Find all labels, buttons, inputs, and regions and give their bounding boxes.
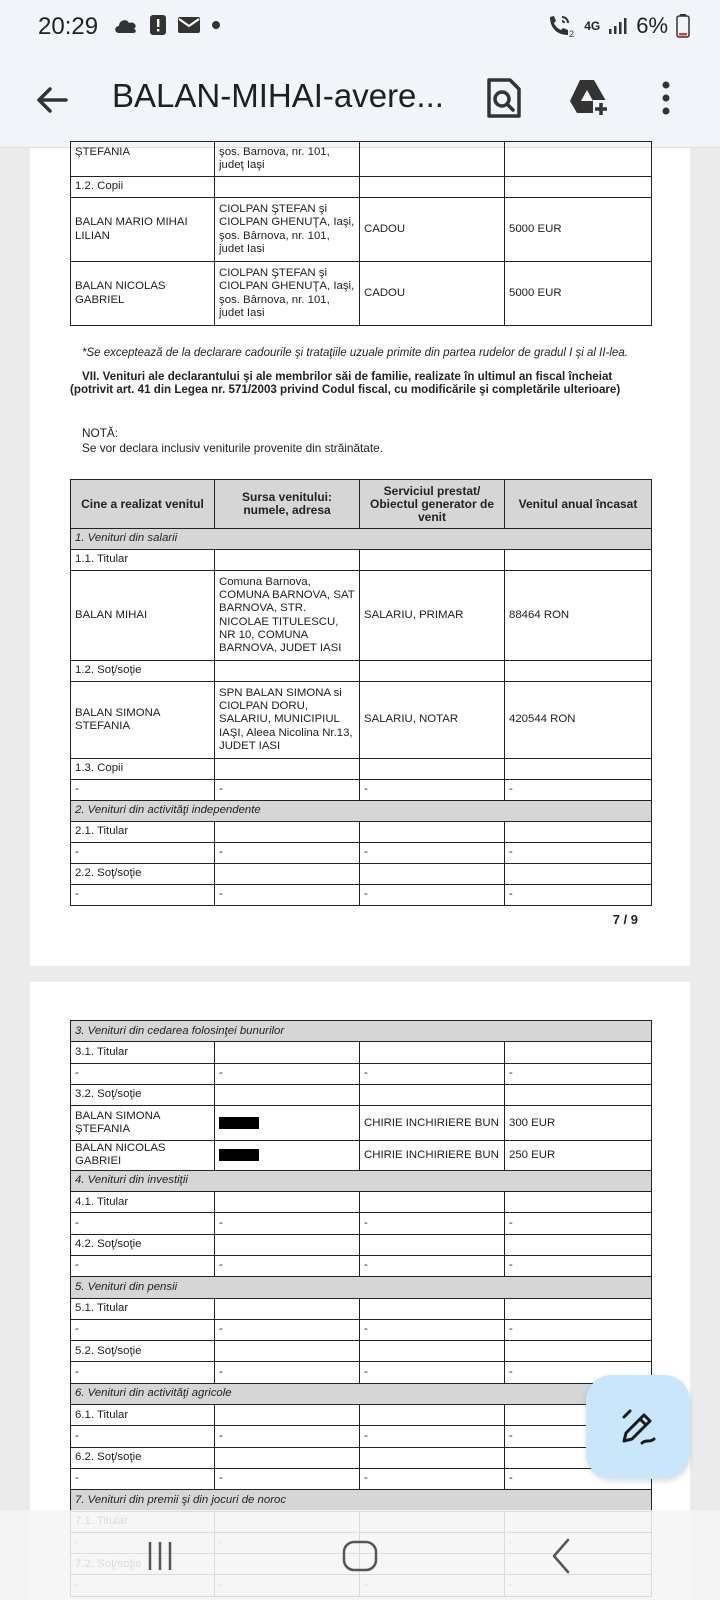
- table-row: [71, 759, 652, 780]
- table-cell: CHIRIE INCHIRIERE BUN: [360, 1141, 505, 1171]
- table-row: [71, 177, 652, 198]
- table-cell: [215, 1106, 360, 1141]
- section-title: 6. Venituri din activităţi agricole: [71, 1383, 652, 1404]
- table-cell: BALAN SIMONA ŞTEFANIA: [71, 1106, 215, 1141]
- app-bar: [0, 56, 720, 148]
- battery-icon: [676, 14, 690, 38]
- status-right: [546, 13, 690, 39]
- table-cell: [505, 1084, 652, 1105]
- income-table: [70, 479, 652, 906]
- table-cell: -: [71, 780, 215, 801]
- table-cell: [505, 1042, 652, 1063]
- table-cell: [505, 1341, 652, 1362]
- table-row: [71, 780, 652, 801]
- table-cell: [360, 759, 505, 780]
- table-cell: [215, 661, 360, 682]
- table-cell: -: [505, 1213, 652, 1234]
- section-vii-heading: [70, 370, 660, 396]
- table-cell: [505, 550, 652, 571]
- table-cell: [215, 1042, 360, 1063]
- section-title: 4. Venituri din investiţii: [71, 1170, 652, 1191]
- table-cell: -: [215, 780, 360, 801]
- table-cell: [215, 1234, 360, 1255]
- column-header: Cine a realizat venitul: [71, 480, 215, 529]
- table-cell: [215, 1341, 360, 1362]
- table-cell: ŞTEFANIA: [71, 142, 215, 177]
- section-title: 5. Venituri din pensii: [71, 1277, 652, 1298]
- table-cell: 88464 RON: [505, 571, 652, 661]
- table-cell: 5000 EUR: [505, 262, 652, 326]
- table-cell: -: [71, 843, 215, 864]
- section-title: 2. Venituri din activităţi independente: [71, 801, 652, 822]
- table-cell: SPN BALAN SIMONA si CIOLPAN DORU, SALARIU, MUNICIPIUL IAŞI, Aleea Nicolina Nr.13, JUDET IASI: [215, 682, 360, 759]
- section-title: 7. Venituri din premii şi din jocuri de noroc: [71, 1490, 652, 1511]
- table-row: [71, 1141, 652, 1171]
- table-row: [71, 885, 652, 906]
- table-row: [71, 1234, 652, 1255]
- table-cell: [505, 1192, 652, 1213]
- table-cell: [360, 1234, 505, 1255]
- table-cell: -: [360, 1426, 505, 1447]
- gift-exception-note: *Se exceptează de la declarare cadourile şi trataţiile uzuale primite din partea rudelor de gradul I şi al II-lea.: [82, 347, 628, 359]
- section-title: 3. Venituri din cedarea folosinţei bunurilor: [71, 1021, 652, 1042]
- table-cell: [215, 864, 360, 885]
- table-cell: -: [360, 1255, 505, 1276]
- nav-back-icon[interactable]: [540, 1534, 584, 1578]
- table-cell: -: [71, 885, 215, 906]
- table-cell: -: [505, 1426, 652, 1447]
- table-row: [71, 1298, 652, 1319]
- table-cell: 5000 EUR: [505, 198, 652, 262]
- table-cell: 1.1. Titular: [71, 550, 215, 571]
- table-cell: -: [71, 1468, 215, 1489]
- table-cell: 6.2. Soţ/soţie: [71, 1447, 215, 1468]
- edit-button[interactable]: [586, 1375, 690, 1479]
- table-cell: -: [360, 1213, 505, 1234]
- status-time: 20:29: [38, 13, 99, 40]
- section-row: [71, 1383, 652, 1404]
- table-cell: 3.2. Soţ/soţie: [71, 1084, 215, 1105]
- table-cell: -: [505, 1063, 652, 1084]
- table-cell: [215, 177, 360, 198]
- home-icon[interactable]: [338, 1534, 382, 1578]
- page-number: 7 / 9: [612, 912, 638, 927]
- table-cell: -: [71, 1319, 215, 1340]
- search-document-icon[interactable]: [482, 76, 526, 120]
- table-cell: SALARIU, PRIMAR: [360, 571, 505, 661]
- redaction-block: [219, 1149, 259, 1161]
- table-cell: [360, 822, 505, 843]
- table-cell: [215, 822, 360, 843]
- table-cell: CIOLPAN ŞTEFAN şi CIOLPAN GHENUŢA, Iaşi, şos. Bârnova, nr. 101, judet Iasi: [215, 262, 360, 326]
- table-cell: 3.1. Titular: [71, 1042, 215, 1063]
- table-row: [71, 1319, 652, 1340]
- table-cell: BALAN MIHAI: [71, 571, 215, 661]
- table-row: [71, 1192, 652, 1213]
- column-header: Serviciul prestat/ Obiectul generator de venit: [360, 480, 505, 529]
- table-row: [71, 571, 652, 661]
- table-cell: [215, 1447, 360, 1468]
- table-cell: [505, 142, 652, 177]
- table-cell: [360, 1084, 505, 1105]
- table-cell: -: [505, 780, 652, 801]
- signal-icon: [608, 17, 628, 35]
- table-cell: [360, 661, 505, 682]
- table-cell: BALAN MARIO MIHAI LILIAN: [71, 198, 215, 262]
- wifi-call-icon: [546, 14, 576, 38]
- table-row: [71, 822, 652, 843]
- recents-icon[interactable]: [138, 1534, 182, 1578]
- nota-label: NOTĂ:: [82, 426, 119, 440]
- table-row: [71, 550, 652, 571]
- table-cell: CIOLPAN ŞTEFAN şi CIOLPAN GHENUŢA, Iaşi, şos. Bârnova, nr. 101, judet Iasi: [215, 198, 360, 262]
- table-cell: SALARIU, NOTAR: [360, 682, 505, 759]
- table-cell: [215, 1192, 360, 1213]
- table-cell: [505, 822, 652, 843]
- section-row: [71, 529, 652, 550]
- table-cell: -: [360, 1063, 505, 1084]
- table-cell: CADOU: [360, 198, 505, 262]
- table-cell: [360, 1298, 505, 1319]
- table-row: [71, 142, 652, 177]
- table-cell: -: [505, 885, 652, 906]
- table-cell: 1.3. Copii: [71, 759, 215, 780]
- table-row: [71, 682, 652, 759]
- table-cell: [215, 1084, 360, 1105]
- table-cell: 5.1. Titular: [71, 1298, 215, 1319]
- section-row: [71, 1490, 652, 1511]
- table-cell: -: [360, 1319, 505, 1340]
- table-row: [71, 1362, 652, 1383]
- table-cell: -: [505, 843, 652, 864]
- table-cell: [215, 550, 360, 571]
- table-cell: [360, 177, 505, 198]
- table-cell: -: [215, 1468, 360, 1489]
- table-cell: [505, 1298, 652, 1319]
- redaction-block: [219, 1117, 259, 1129]
- table-row: [71, 262, 652, 326]
- table-row: [71, 1341, 652, 1362]
- table-cell: [360, 550, 505, 571]
- document-title: BALAN-MIHAI-avere...: [112, 77, 444, 114]
- system-nav-bar: [0, 1510, 720, 1600]
- table-cell: -: [215, 885, 360, 906]
- table-row: [71, 1447, 652, 1468]
- table-cell: -: [360, 1362, 505, 1383]
- table-cell: [505, 177, 652, 198]
- table-cell: -: [215, 1362, 360, 1383]
- section-vii-line: VII. Venituri ale declarantului şi ale membrilor săi de familie, realizate în ultimul an fiscal încheiat: [82, 370, 613, 383]
- table-row: [71, 1255, 652, 1276]
- table-header-row: [71, 480, 652, 529]
- table-cell: -: [505, 1319, 652, 1340]
- table-cell: -: [215, 843, 360, 864]
- table-cell: -: [505, 1468, 652, 1489]
- cloud-icon: [113, 16, 139, 34]
- table-cell: 250 EUR: [505, 1141, 652, 1171]
- table-row: [71, 1213, 652, 1234]
- table-row: [71, 661, 652, 682]
- svg-text:2: 2: [569, 29, 575, 38]
- table-cell: [505, 661, 652, 682]
- gifts-table: [70, 141, 652, 326]
- table-cell: 5.2. Soţ/soţie: [71, 1341, 215, 1362]
- table-cell: [360, 1405, 505, 1426]
- table-row: [71, 1106, 652, 1141]
- table-cell: BALAN NICOLAS GABRIEL: [71, 262, 215, 326]
- table-cell: 1.2. Copii: [71, 177, 215, 198]
- table-cell: [360, 1042, 505, 1063]
- table-cell: -: [360, 780, 505, 801]
- more-vert-icon[interactable]: [644, 76, 688, 120]
- edit-pen-icon: [620, 1409, 656, 1445]
- document-page-7: [30, 148, 690, 966]
- table-cell: -: [71, 1213, 215, 1234]
- table-cell: 2.2. Soţ/soţie: [71, 864, 215, 885]
- table-cell: -: [71, 1255, 215, 1276]
- table-cell: [360, 1447, 505, 1468]
- table-cell: [215, 1141, 360, 1171]
- table-cell: BALAN SIMONA STEFANIA: [71, 682, 215, 759]
- table-cell: -: [360, 843, 505, 864]
- section-row: [71, 801, 652, 822]
- table-cell: -: [71, 1063, 215, 1084]
- table-row: [71, 1468, 652, 1489]
- table-cell: -: [505, 1255, 652, 1276]
- table-cell: 6.1. Titular: [71, 1405, 215, 1426]
- table-cell: [505, 759, 652, 780]
- table-cell: -: [71, 1362, 215, 1383]
- table-cell: -: [505, 1362, 652, 1383]
- battery-percent: 6%: [636, 13, 668, 38]
- table-row: [71, 1063, 652, 1084]
- table-row: [71, 864, 652, 885]
- section-title: 1. Venituri din salarii: [71, 529, 652, 550]
- table-cell: Comuna Barnova, COMUNA BARNOVA, SAT BARNOVA, STR. NICOLAE TITULESCU, NR 10, COMUNA BARNOVA, JUDET IASI: [215, 571, 360, 661]
- table-row: [71, 1042, 652, 1063]
- column-header: Sursa venitului: numele, adresa: [215, 480, 360, 529]
- table-cell: [215, 1298, 360, 1319]
- table-cell: 4.2. Soţ/soţie: [71, 1234, 215, 1255]
- table-cell: -: [215, 1426, 360, 1447]
- table-cell: -: [360, 1468, 505, 1489]
- network-type: 4G: [584, 19, 601, 33]
- nota-text: Se vor declara inclusiv veniturile provenite din străinătate.: [82, 441, 383, 455]
- table-cell: -: [215, 1213, 360, 1234]
- table-cell: 420544 RON: [505, 682, 652, 759]
- section-row: [71, 1021, 652, 1042]
- table-cell: -: [71, 1426, 215, 1447]
- table-cell: [360, 1341, 505, 1362]
- table-cell: şos. Barnova, nr. 101, judeţ Iaşi: [215, 142, 360, 177]
- add-to-drive-icon[interactable]: [566, 76, 610, 120]
- section-vii-line: (potrivit art. 41 din Legea nr. 571/2003 privind Codul fiscal, cu modificările şi completările ulterioare): [70, 383, 621, 396]
- notification-icons: [113, 14, 221, 36]
- table-cell: -: [215, 1255, 360, 1276]
- alert-icon: [149, 14, 167, 36]
- table-row: [71, 1426, 652, 1447]
- document-page-8: [30, 982, 690, 1600]
- table-cell: [215, 1405, 360, 1426]
- table-cell: -: [360, 885, 505, 906]
- back-arrow-icon[interactable]: [30, 78, 74, 122]
- table-cell: BALAN NICOLAS GABRIEI: [71, 1141, 215, 1171]
- table-cell: 4.1. Titular: [71, 1192, 215, 1213]
- table-cell: [505, 1234, 652, 1255]
- status-bar: [0, 0, 720, 56]
- table-cell: -: [215, 1063, 360, 1084]
- table-cell: -: [215, 1319, 360, 1340]
- table-cell: [215, 759, 360, 780]
- mail-icon: [177, 16, 201, 34]
- table-cell: 1.2. Soţ/soţie: [71, 661, 215, 682]
- nota-block: [82, 426, 383, 456]
- section-row: [71, 1277, 652, 1298]
- table-cell: CADOU: [360, 262, 505, 326]
- table-cell: [505, 864, 652, 885]
- table-row: [71, 1405, 652, 1426]
- table-cell: [360, 864, 505, 885]
- table-row: [71, 1084, 652, 1105]
- table-cell: CHIRIE INCHIRIERE BUN: [360, 1106, 505, 1141]
- section-row: [71, 1170, 652, 1191]
- table-cell: [360, 142, 505, 177]
- column-header: Venitul anual încasat: [505, 480, 652, 529]
- table-row: [71, 843, 652, 864]
- dot-icon: [211, 20, 221, 30]
- table-cell: [360, 1192, 505, 1213]
- table-cell: 2.1. Titular: [71, 822, 215, 843]
- table-row: [71, 198, 652, 262]
- table-cell: 300 EUR: [505, 1106, 652, 1141]
